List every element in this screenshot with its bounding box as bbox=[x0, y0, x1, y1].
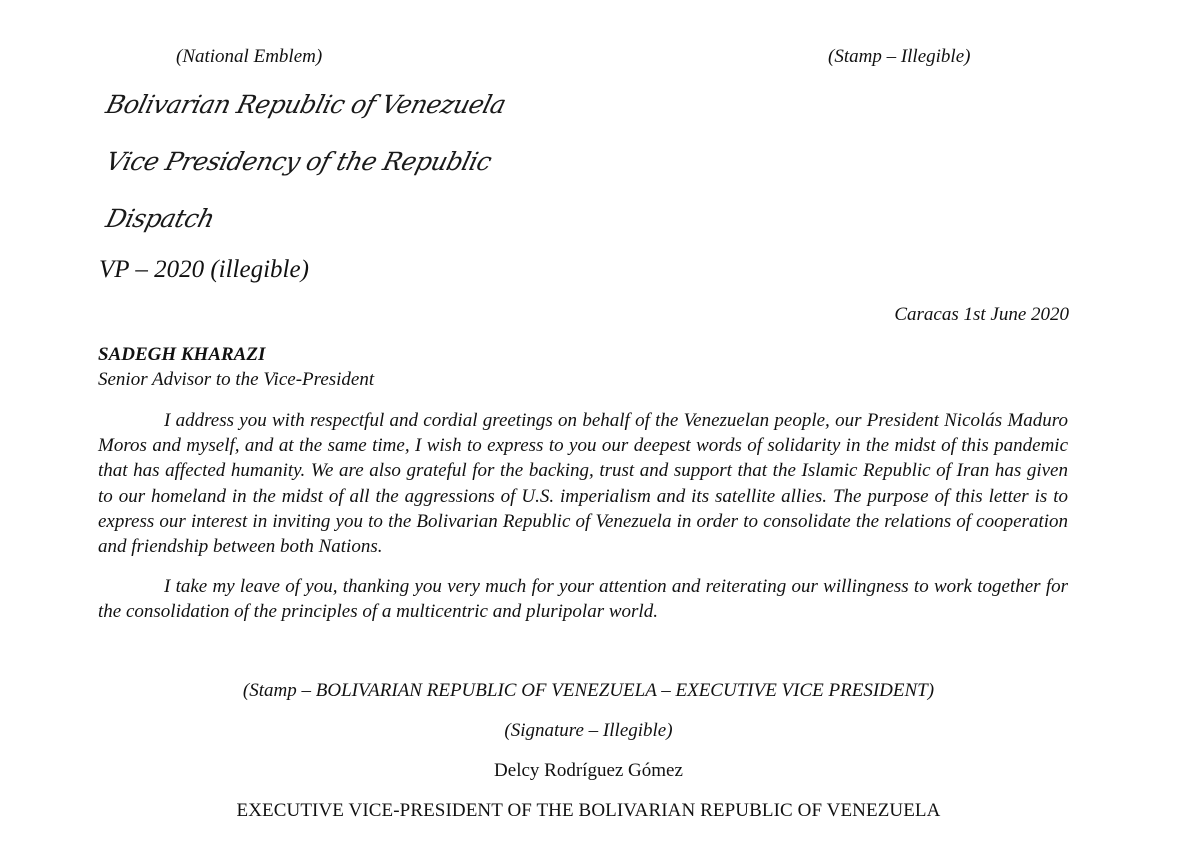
body-paragraph-2: I take my leave of you, thanking you very much for your attention and reiterating our willingness to work together for the consolidation of the principles of a multicentric and pluripolar world. bbox=[98, 576, 1068, 623]
signatory-role: EXECUTIVE VICE-PRESIDENT OF THE BOLIVARIAN REPUBLIC OF VENEZUELA bbox=[236, 800, 941, 821]
signatory-name: Delcy Rodríguez Gómez bbox=[494, 760, 683, 781]
stamp-note-bottom: (Stamp – BOLIVARIAN REPUBLIC OF VENEZUELA – EXECUTIVE VICE PRESIDENT) bbox=[242, 680, 935, 701]
letter-date: Caracas 1st June 2020 bbox=[894, 304, 1069, 325]
stamp-note-top: (Stamp – Illegible) bbox=[828, 46, 971, 67]
letterhead-country: Bolivarian Republic of Venezuela bbox=[103, 90, 509, 119]
recipient-title: Senior Advisor to the Vice-President bbox=[98, 369, 375, 390]
letterhead-office: Vice Presidency of the Republic bbox=[103, 147, 495, 176]
letterhead-dispatch: Dispatch bbox=[103, 204, 218, 233]
reference-number: VP – 2020 (illegible) bbox=[99, 256, 309, 283]
signature-note: (Signature – Illegible) bbox=[504, 720, 673, 741]
recipient-name: SADEGH KHARAZI bbox=[98, 344, 266, 365]
body-paragraph-1: I address you with respectful and cordial greetings on behalf of the Venezuelan people, our President Nicolás Maduro Moros and myself, and at the same time, I wish to express to you our deepest words of solidarity in the midst of this pandemic that has affected humanity. We are also grateful for the backing, trust and support that the Islamic Republic of Iran has given to our homeland in the midst of all the aggressions of U.S. imperialism and its satellite allies. The purpose of this letter is to express our interest in inviting you to the Bolivarian Republic of Venezuela in order to consolidate the relations of cooperation and friendship between both Nations. bbox=[98, 410, 1068, 558]
national-emblem-note: (National Emblem) bbox=[176, 46, 323, 67]
